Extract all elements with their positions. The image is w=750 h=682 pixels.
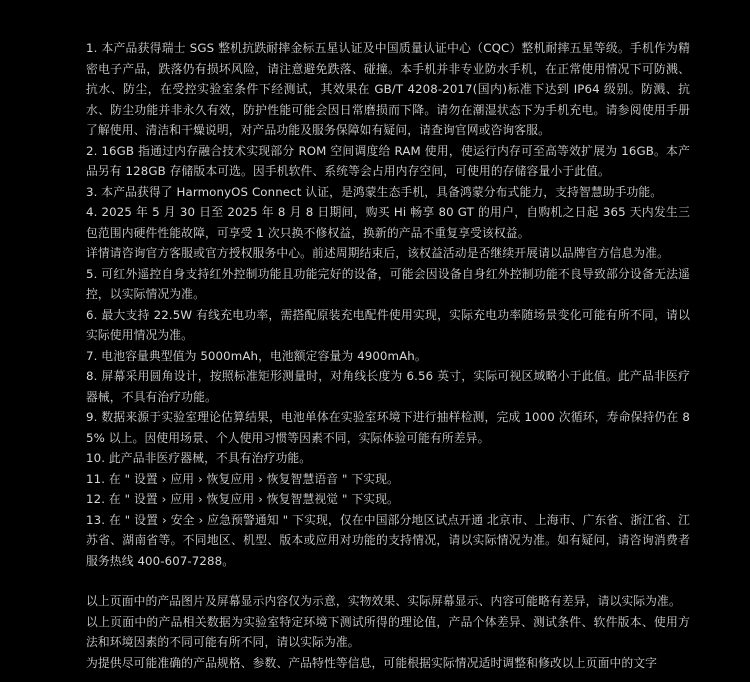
footnote-11-voice: 11. 在 " 设置 › 应用 › 恢复应用 › 恢复智慧语音 " 下实现。: [86, 471, 399, 486]
disclaimer-specs: 为提供尽可能准确的产品规格、参数、产品特性等信息，可能根据实际情况适时调整和修改以上页面中的文字: [86, 655, 658, 670]
disclaimer-block: [86, 591, 690, 673]
footnote-2-memory: 2. 16GB 指通过内存融合技术实现部分 ROM 空间调度给 RAM 使用，使运行内存可至高等效扩展为 16GB。本产品另有 128GB 存储版本可选。因手机软件、系统等会占用内存空间，可使用的存储容量小于此值。: [86, 143, 690, 178]
disclaimer-data: 以上页面中的产品相关数据为实验室特定环境下测试所得的理论值，产品个体差异、测试条件、软件版本、使用方法和环境因素的不同可能有所不同，请以实际为准。: [86, 614, 690, 649]
disclaimer-images: 以上页面中的产品图片及屏幕显示内容仅为示意，实物效果、实际屏幕显示、内容可能略有差异，请以实际为准。: [86, 594, 681, 608]
footnote-6-charging: 6. 最大支持 22.5W 有线充电功率，需搭配原装充电配件使用实现，实际充电功率随场景变化可能有所不同，请以实际使用情况为准。: [86, 307, 690, 342]
footnote-7-battery: 7. 电池容量典型值为 5000mAh，电池额定容量为 4900mAh。: [86, 348, 427, 363]
footnote-list: [86, 38, 690, 571]
footnote-9-battery-cycle: 9. 数据来源于实验室理论估算结果，电池单体在实验室环境下进行抽样检测，完成 1000 次循环，寿命保持仍在 85% 以上。因使用场景、个人使用习惯等因素不同，实际体验可能有所差异。: [86, 410, 690, 445]
footnote-10-medical: 10. 此产品非医疗器械，不具有治疗功能。: [86, 451, 312, 465]
footnote-5-infrared: 5. 可红外遥控自身支持红外控制功能且功能完好的设备，可能会因设备自身红外控制功能不良导致部分设备无法遥控，以实际情况为准。: [86, 266, 690, 301]
footnote-12-vision: 12. 在 " 设置 › 应用 › 恢复应用 › 恢复智慧视觉 " 下实现。: [86, 492, 399, 506]
footnote-13-emergency-alert: 13. 在 " 设置 › 安全 › 应急预警通知 " 下实现，仅在中国部分地区试点开通 北京市、上海市、广东省、浙江省、江苏省、湖南省等。不同地区、机型、版本或应用对功能的支持情况，请以实际情况为准。如有疑问，请咨询消费者服务热线 400-607-7288。: [86, 512, 690, 568]
footnote-8-screen: 8. 屏幕采用圆角设计，按照标准矩形测量时，对角线长度为 6.56 英寸，实际可视区域略小于此值。此产品非医疗器械，不具有治疗功能。: [86, 369, 690, 404]
footnote-4-details: 详情请咨询官方客服或官方授权服务中心。前述周期结束后，该权益活动是否继续开展请以品牌官方信息为准。: [86, 246, 669, 260]
footnote-1-sgs-durability: 1. 本产品获得瑞士 SGS 整机抗跌耐摔金标五星认证及中国质量认证中心（CQC）整机耐摔五星等级。手机作为精密电子产品，跌落仍有损坏风险，请注意避免跌落、碰撞。本手机并非专业防水手机，在正常使用情况下可防溅、抗水、防尘，在受控实验室条件下经测试，其效果在 GB/T 4208-2017(国内)标准下达到 IP64 级别。防溅、抗水、防尘功能并非永久有效，防护性能可能会因日常磨损而下降。请勿在潮湿状态下为手机充电。请参阅使用手册了解使用、清洁和干燥说明，对产品功能及服务保障如有疑问，请查询官网或咨询客服。: [86, 41, 690, 137]
footnote-3-harmonyos: 3. 本产品获得了 HarmonyOS Connect 认证，是鸿蒙生态手机，具备鸿蒙分布式能力，支持智慧助手功能。: [86, 184, 663, 199]
footnote-4-replacement-offer: 4. 2025 年 5 月 30 日至 2025 年 8 月 8 日期间，购买 Hi 畅享 80 GT 的用户，自购机之日起 365 天内发生三包范围内硬件性能故障，可享受 1 次只换不修权益，换新的产品不重复享受该权益。: [86, 205, 690, 240]
